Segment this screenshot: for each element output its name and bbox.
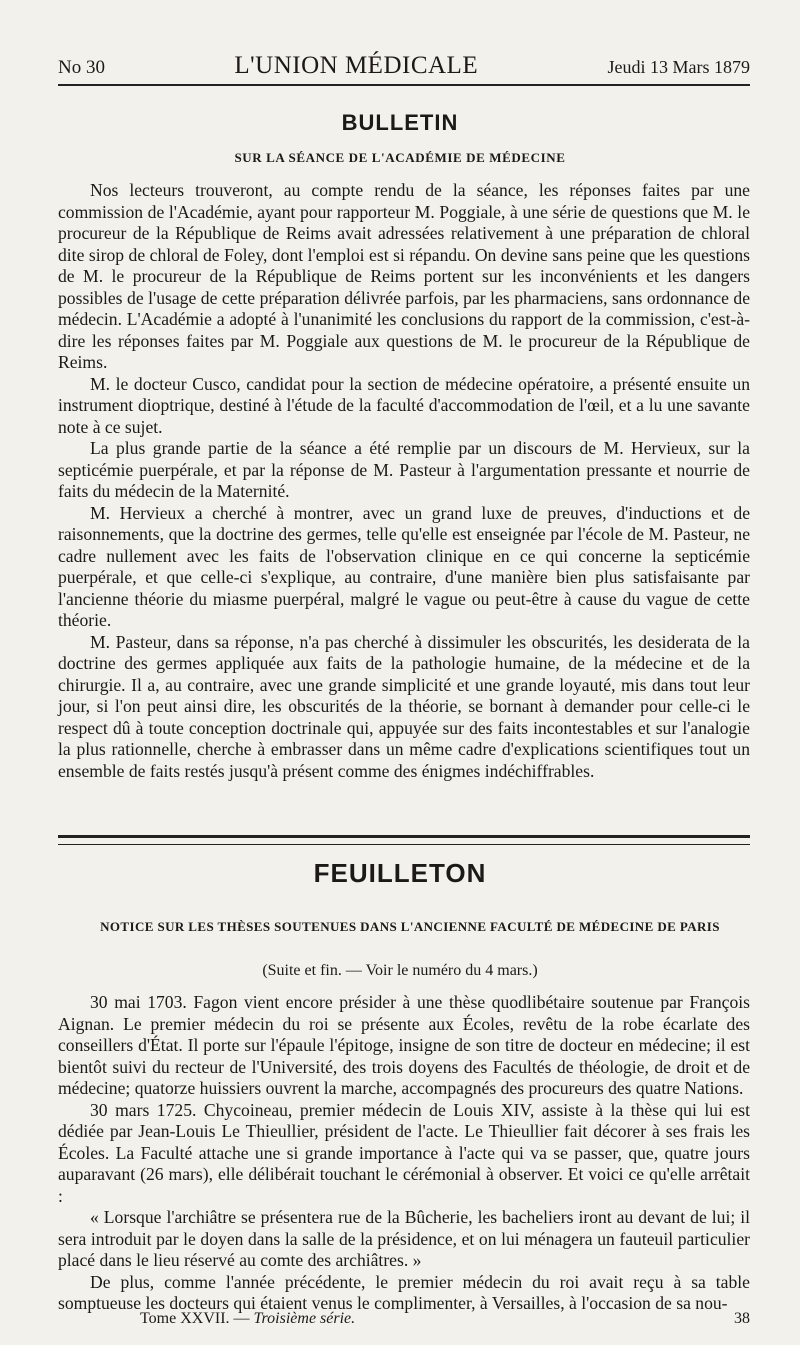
feuilleton-title: FEUILLETON	[313, 858, 487, 888]
bulletin-paragraph: M. le docteur Cusco, candidat pour la section de médecine opératoire, a présenté ensuite un instrument dioptrique, destiné à l'étude de la faculté d'accommodation de l'œil, et a lu une savante note à ce sujet.	[58, 373, 750, 437]
bulletin-body	[58, 180, 750, 782]
notice-title: NOTICE SUR LES THÈSES SOUTENUES DANS L'ANCIENNE FACULTÉ DE MÉDECINE DE PARIS	[100, 919, 720, 934]
feuilleton-paragraph: 30 mai 1703. Fagon vient encore présider à une thèse quodlibétaire soutenue par François Aignan. Le premier médecin du roi se présente aux Écoles, revêtu de la robe écarlate des conseillers d'État. Il porte sur l'épaule l'épitoge, insigne de son titre de docteur en médecine; il est bientôt suivi du recteur de l'Université, des trois doyens des Facultés de théologie, de droit et de médecine; quatorze huissiers ouvrent la marche, accompagnés des procureurs des quatre Nations.	[58, 992, 750, 1098]
issue-number: No 30	[58, 57, 105, 78]
section-divider	[58, 835, 750, 845]
bulletin-paragraph: M. Hervieux a cherché à montrer, avec un grand luxe de preuves, d'inductions et de raisonnements, que la doctrine des germes, telle qu'elle est enseignée par l'école de M. Pasteur, ne cadre nullement avec les faits de l'observation clinique en ce qui concerne la septicémie puerpérale, et que celle-ci s'explique, au contraire, d'une manière bien plus satisfaisante par l'ancienne théorie du miasme puerpéral, malgré le vague ou peut-être à cause du vague de cette théorie.	[58, 502, 750, 630]
bulletin-paragraph: La plus grande partie de la séance a été remplie par un discours de M. Hervieux, sur la septicémie puerpérale, et par la réponse de M. Pasteur à l'argumentation pressante et nourrie de faits du médecin de la Maternité.	[58, 438, 750, 501]
feuilleton-paragraph: 30 mars 1725. Chycoineau, premier médecin de Louis XIV, assiste à la thèse qui lui est dédiée par Jean-Louis Le Thieullier, président de l'acte. Le Thieullier fait décorer à ses frais les Écoles. La Faculté attache une si grande importance à l'acte qui va se passer, que, quatre jours auparavant (26 mars), elle délibérait touchant le cérémonial à observer. Et voici ce qu'elle arrêtait :	[58, 1099, 750, 1206]
bulletin-paragraph: M. Pasteur, dans sa réponse, n'a pas cherché à dissimuler les obscurités, les desiderata de la doctrine des germes appliquée aux faits de la pathologie humaine, de la médecine et de la chirurgie. Il a, au contraire, avec une grande simplicité et une grande loyauté, mis dans tout leur jour, si l'on peut ainsi dire, les obscurités de la théorie, se bornant à demander pour celle-ci le respect dû à toute conception doctrinale qui, appuyée sur des faits incontestables et sur l'analogie la plus rationnelle, cherche à embrasser dans un même cadre d'explications scientifiques tout un ensemble de faits restés jusqu'à présent comme des énigmes indéchiffrables.	[58, 631, 750, 781]
bulletin-title: BULLETIN	[341, 110, 459, 135]
feuilleton-paragraph: De plus, comme l'année précédente, le premier médecin du roi avait reçu à sa table somptueuse les docteurs qui étaient venus le complimenter, à Versailles, à l'occasion de sa nou-	[58, 1271, 750, 1313]
series-label: Troisième série.	[253, 1310, 356, 1327]
suite-note: (Suite et fin. — Voir le numéro du 4 mars.)	[262, 962, 538, 979]
tome-label: Tome XXVII. — Troisième série.	[140, 1310, 356, 1327]
bulletin-subtitle: SUR LA SÉANCE DE L'ACADÉMIE DE MÉDECINE	[234, 150, 566, 165]
feuilleton-paragraph: « Lorsque l'archiâtre se présentera rue de la Bûcherie, les bacheliers iront au devant de lui; il sera introduit par le doyen dans la salle de la présidence, et on lui ménagera un fauteuil particulier placé dans le lieu réservé au comte des archiâtres. »	[58, 1207, 750, 1270]
journal-title: L'UNION MÉDICALE	[234, 52, 479, 79]
issue-date: Jeudi 13 Mars 1879	[607, 57, 750, 77]
feuilleton-body	[58, 992, 750, 1315]
page-number: 38	[734, 1310, 750, 1327]
header-rule	[58, 84, 750, 86]
page-footer	[140, 1310, 750, 1328]
tome-number: Tome XXVII.	[140, 1310, 230, 1327]
page-header	[58, 52, 750, 80]
bulletin-paragraph: Nos lecteurs trouveront, au compte rendu de la séance, les réponses faites par une commission de l'Académie, ayant pour rapporteur M. Poggiale, à une série de questions que M. le procureur de la République de Reims avait adressées relativement à une préparation de chloral dite sirop de chloral de Foley, dont l'emploi est si répandu. On devine sans peine que les questions de M. le procureur de la République de Reims portent sur les inconvénients et les dangers possibles de l'usage de cette préparation délivrée parfois, par les pharmaciens, sans ordonnance de médecin. L'Académie a adopté à l'unanimité les conclusions du rapport de la commission, c'est-à-dire les réponses faites par M. Poggiale aux questions de M. le procureur de la République de Reims.	[58, 180, 750, 372]
